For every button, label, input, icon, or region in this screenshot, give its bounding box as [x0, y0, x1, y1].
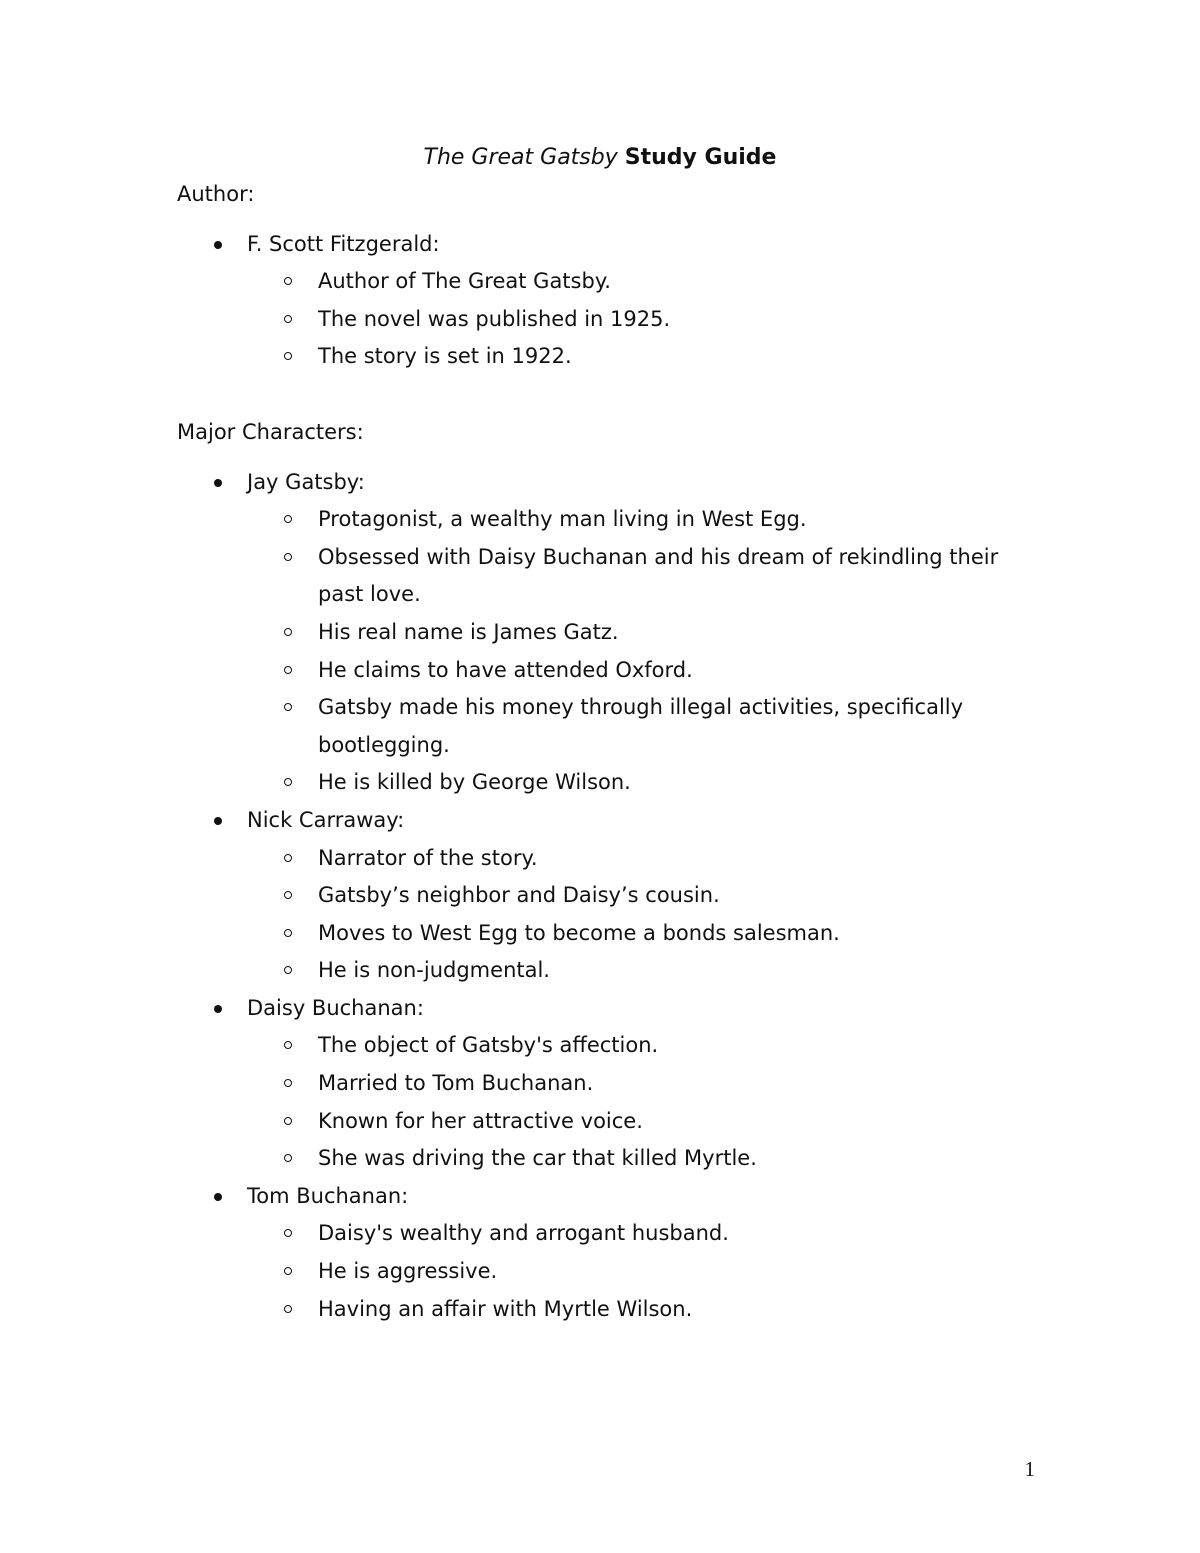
detail-text: Having an affair with Myrtle Wilson.	[318, 1296, 693, 1321]
character-details	[247, 1027, 1037, 1177]
author-detail-item	[318, 263, 1037, 301]
character-detail-item	[318, 877, 1037, 915]
hollow-bullet-icon	[284, 966, 292, 974]
character-name: Nick Carraway:	[247, 807, 405, 832]
character-detail-item	[318, 689, 1037, 764]
character-name: Tom Buchanan:	[247, 1183, 409, 1208]
hollow-bullet-icon	[284, 1154, 292, 1162]
page-title	[0, 140, 1200, 176]
author-name: F. Scott Fitzgerald:	[247, 231, 440, 256]
filled-bullet-icon	[214, 479, 222, 487]
detail-text: He is aggressive.	[318, 1259, 498, 1284]
detail-text: He claims to have attended Oxford.	[318, 657, 693, 682]
character-detail-item	[318, 1027, 1037, 1065]
character-details	[247, 840, 1037, 990]
hollow-bullet-icon	[284, 352, 292, 360]
characters-heading: Major Characters:	[177, 419, 364, 444]
hollow-bullet-icon	[284, 515, 292, 523]
character-details	[247, 1215, 1037, 1328]
hollow-bullet-icon	[284, 666, 292, 674]
character-detail-item	[318, 1065, 1037, 1103]
author-heading: Author:	[177, 182, 255, 206]
hollow-bullet-icon	[284, 703, 292, 711]
character-entry	[247, 990, 1037, 1178]
character-name: Daisy Buchanan:	[247, 995, 424, 1020]
hollow-bullet-icon	[284, 891, 292, 899]
author-detail-item	[318, 338, 1037, 376]
detail-text: Obsessed with Daisy Buchanan and his dream of rekindling their past love.	[318, 544, 999, 607]
hollow-bullet-icon	[284, 315, 292, 323]
detail-text: Known for her attractive voice.	[318, 1108, 643, 1133]
character-entry	[247, 464, 1037, 802]
character-detail-item	[318, 1253, 1037, 1291]
detail-text: The story is set in 1922.	[318, 344, 572, 369]
filled-bullet-icon	[214, 817, 222, 825]
character-detail-item	[318, 840, 1037, 878]
character-detail-item	[318, 539, 1037, 614]
character-detail-item	[318, 614, 1037, 652]
author-entry	[247, 226, 1037, 376]
detail-text: Author of The Great Gatsby.	[318, 269, 611, 294]
detail-text: Moves to West Egg to become a bonds salesman.	[318, 920, 840, 945]
filled-bullet-icon	[214, 1193, 222, 1201]
character-entry	[247, 1178, 1037, 1328]
hollow-bullet-icon	[284, 1305, 292, 1313]
title-study-guide: Study Guide	[624, 145, 777, 170]
hollow-bullet-icon	[284, 1229, 292, 1237]
hollow-bullet-icon	[284, 277, 292, 285]
character-name: Jay Gatsby:	[247, 469, 365, 494]
document-body	[177, 176, 1037, 1328]
detail-text: The novel was published in 1925.	[318, 306, 671, 331]
detail-text: Gatsby’s neighbor and Daisy’s cousin.	[318, 883, 720, 908]
hollow-bullet-icon	[284, 1079, 292, 1087]
detail-text: She was driving the car that killed Myrtle.	[318, 1146, 757, 1171]
detail-text: He is killed by George Wilson.	[318, 770, 631, 795]
author-detail-item	[318, 301, 1037, 339]
filled-bullet-icon	[214, 241, 222, 249]
hollow-bullet-icon	[284, 929, 292, 937]
hollow-bullet-icon	[284, 778, 292, 786]
character-detail-item	[318, 1291, 1037, 1329]
character-detail-item	[318, 764, 1037, 802]
page-number: 1	[1024, 1457, 1035, 1481]
character-detail-item	[318, 915, 1037, 953]
character-entry	[247, 802, 1037, 990]
character-detail-item	[318, 1215, 1037, 1253]
hollow-bullet-icon	[284, 628, 292, 636]
filled-bullet-icon	[214, 1005, 222, 1013]
title-book-name: The Great Gatsby	[423, 145, 618, 170]
character-detail-item	[318, 952, 1037, 990]
author-details	[247, 263, 1037, 376]
hollow-bullet-icon	[284, 553, 292, 561]
detail-text: Narrator of the story.	[318, 845, 538, 870]
character-detail-item	[318, 1140, 1037, 1178]
detail-text: He is non-judgmental.	[318, 958, 550, 983]
character-details	[247, 501, 1037, 802]
detail-text: Gatsby made his money through illegal activities, specifically bootlegging.	[318, 695, 964, 757]
detail-text: His real name is James Gatz.	[318, 619, 619, 644]
detail-text: Married to Tom Buchanan.	[318, 1071, 594, 1096]
author-list	[177, 226, 1037, 376]
character-detail-item	[318, 1103, 1037, 1141]
hollow-bullet-icon	[284, 1041, 292, 1049]
character-detail-item	[318, 501, 1037, 539]
detail-text: Daisy's wealthy and arrogant husband.	[318, 1221, 729, 1246]
detail-text: Protagonist, a wealthy man living in West Egg.	[318, 507, 807, 532]
hollow-bullet-icon	[284, 854, 292, 862]
character-detail-item	[318, 652, 1037, 690]
hollow-bullet-icon	[284, 1117, 292, 1125]
characters-list	[177, 464, 1037, 1329]
hollow-bullet-icon	[284, 1267, 292, 1275]
detail-text: The object of Gatsby's affection.	[318, 1033, 659, 1058]
